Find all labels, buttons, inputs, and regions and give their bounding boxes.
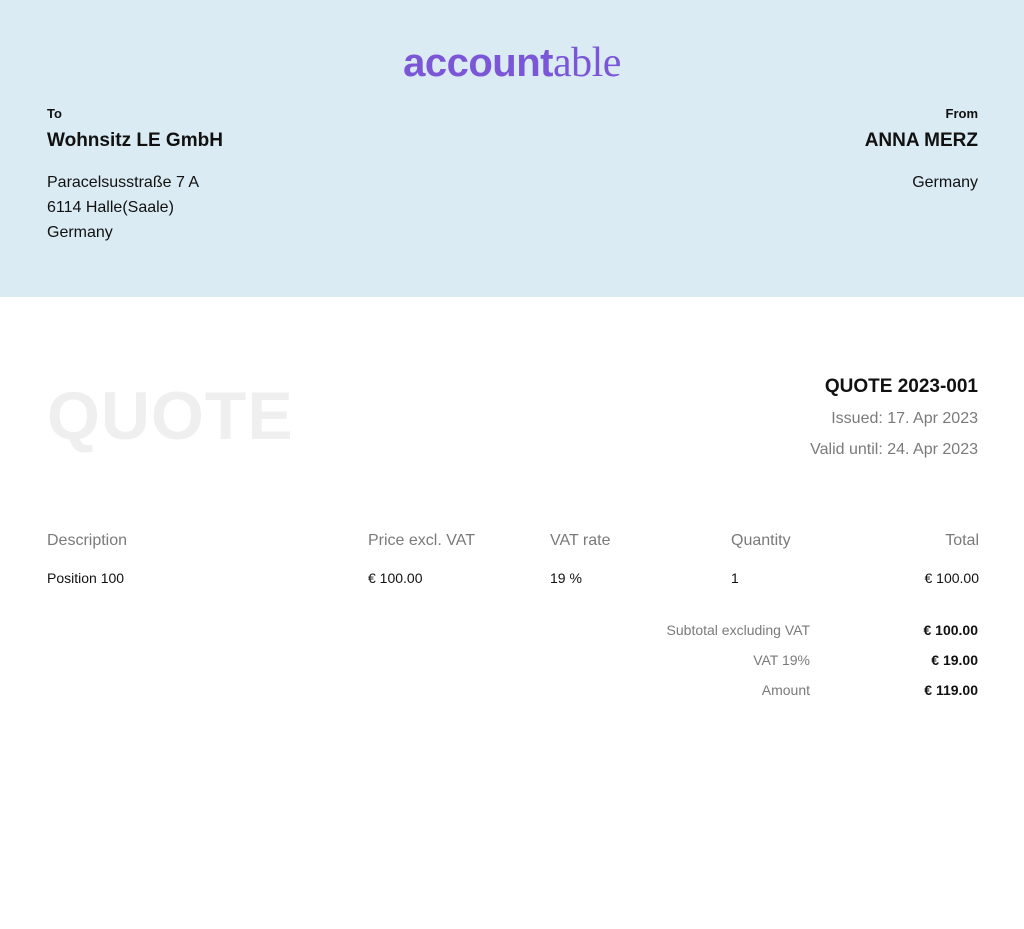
issued-date: Issued: 17. Apr 2023: [831, 410, 978, 427]
vat-label: VAT 19%: [753, 652, 810, 668]
subtotal-row: [578, 618, 978, 648]
header-vat-rate: VAT rate: [550, 532, 611, 549]
amount-label: Amount: [761, 682, 810, 698]
subtotal-value: € 100.00: [923, 622, 978, 638]
recipient-address-city: 6114 Halle(Saale): [47, 199, 174, 216]
recipient-address-country: Germany: [47, 224, 113, 241]
logo-wordmark-serif: able: [552, 40, 621, 86]
logo-wordmark-bold: account: [403, 41, 553, 85]
vat-value: € 19.00: [931, 652, 978, 668]
header-description: Description: [47, 532, 128, 549]
header-price: Price excl. VAT: [368, 532, 475, 549]
item-quantity: 1: [731, 570, 739, 586]
totals-block: [578, 618, 978, 708]
recipient-address-street: Paracelsusstraße 7 A: [47, 174, 200, 191]
recipient-block: [47, 105, 223, 245]
header-quantity: Quantity: [731, 532, 791, 549]
sender-block: [865, 105, 978, 195]
header-total: Total: [945, 532, 979, 549]
sender-address-country: Germany: [912, 174, 978, 191]
item-description: Position 100: [47, 570, 125, 586]
item-price: € 100.00: [368, 570, 423, 586]
valid-until-date: Valid until: 24. Apr 2023: [810, 441, 978, 458]
brand-logo: [0, 38, 1024, 88]
subtotal-label: Subtotal excluding VAT: [666, 622, 810, 638]
recipient-name: Wohnsitz LE GmbH: [47, 130, 223, 151]
amount-value: € 119.00: [924, 682, 978, 698]
line-items-table: [47, 529, 979, 590]
quote-number: QUOTE 2023-001: [824, 376, 978, 397]
amount-row: [578, 678, 978, 708]
sender-label: From: [945, 106, 978, 121]
recipient-label: To: [47, 106, 62, 121]
vat-row: [578, 648, 978, 678]
sender-address: [865, 170, 978, 195]
table-row: [47, 566, 979, 590]
quote-meta: [810, 374, 978, 462]
item-total: € 100.00: [924, 570, 979, 586]
quote-watermark: QUOTE: [47, 378, 294, 454]
sender-name: ANNA MERZ: [864, 130, 978, 151]
item-vat-rate: 19 %: [550, 570, 582, 586]
recipient-address: [47, 170, 223, 245]
table-header-row: [47, 529, 979, 553]
document-header: [0, 0, 1024, 297]
